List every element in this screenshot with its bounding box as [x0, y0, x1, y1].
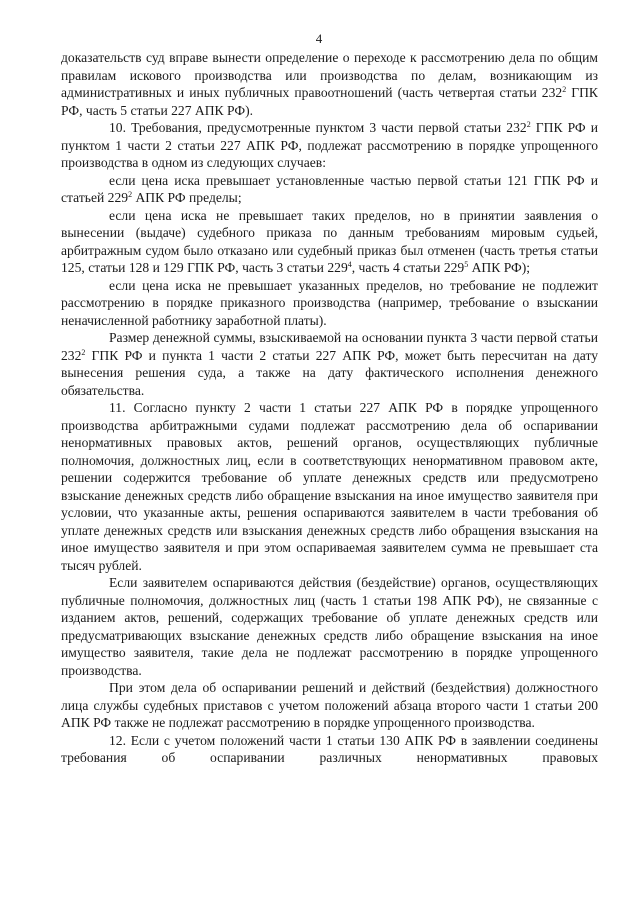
page-number: 4 [315, 31, 323, 46]
paragraph: Размер денежной суммы, взыскиваемой на основании пункта 3 части первой статьи $232^2$ ГПК РФ и пункта 1 части 2 статьи 227 АПК РФ, может быть пересчитан на дату вынесения решения суда, а также на дату фактического исполнения денежного обязательства. [61, 330, 598, 398]
paragraph: если цена иска не превышает таких пределов, но в принятии заявления о вынесении (выдаче) судебного приказа по данным требованиям мировым судьей, арбитражным судом было отказано или судебный приказ был отменен (часть третья статьи 125, статьи 128 и 129 ГПК РФ, часть 3 статьи $229^4$, часть 4 статьи $229^5$ АПК РФ); [61, 207, 598, 275]
paragraph: При этом дела об оспаривании решений и действий (бездействия) должностного лица службы судебных приставов с учетом положений абзаца второго части 1 статьи 200 АПК РФ также не подлежат рассмотрению в порядке упрощенного производства. [61, 680, 598, 730]
document-body [61, 49, 598, 767]
paragraph: Если заявителем оспариваются действия (бездействие) органов, осуществляющих публичные полномочия, должностных лиц (часть 1 статьи 198 АПК РФ), не связанные с изданием актов, решений, содержащих требование об уплате денежных средств или предусматривающих взыскание денежных средств либо обращение взыскания на иное имущество заявителя, такие дела не подлежат рассмотрению в порядке упрощенного производства. [61, 575, 598, 678]
paragraph: если цена иска превышает установленные частью первой статьи 121 ГПК РФ и статьей $229^2$ АПК РФ пределы; [61, 172, 598, 205]
paragraph: доказательств суд вправе вынести определение о переходе к рассмотрению дела по общим правилам искового производства или производства по делам, возникающим из административных и иных публичных правоотношений (часть четвертая статьи $232^2$ ГПК РФ, часть 5 статьи 227 АПК РФ). [61, 50, 598, 118]
paragraph: 11. Согласно пункту 2 части 1 статьи 227 АПК РФ в порядке упрощенного производства арбитражными судами подлежат рассмотрению дела об оспаривании ненормативных правовых актов, решений органов, осуществляющих публичные полномочия, должностных лиц, если в соответствующих ненормативном правовом акте, решении содержится требование об уплате денежных средств или предусмотрено взыскание денежных средств либо обращение взыскания на иное имущество заявителя при условии, что указанные акты, решения оспариваются заявителем в части требования об уплате денежных средств или взыскания денежных средств либо обращения взыскания на иное имущество заявителя и при этом оспариваемая заявителем сумма не превышает ста тысяч рублей. [61, 400, 598, 573]
paragraph: 12. Если с учетом положений части 1 статьи 130 АПК РФ в заявлении соединены требования об оспаривании различных ненормативных правовых [61, 732, 598, 765]
paragraph: 10. Требования, предусмотренные пунктом 3 части первой статьи $232^2$ ГПК РФ и пунктом 1 части 2 статьи 227 АПК РФ, подлежат рассмотрению в порядке упрощенного производства в одном из следующих случаев: [61, 120, 599, 170]
paragraph: если цена иска не превышает указанных пределов, но требование не подлежит рассмотрению в порядке приказного производства (например, требование о взыскании неначисленной работнику заработной платы). [61, 277, 598, 328]
